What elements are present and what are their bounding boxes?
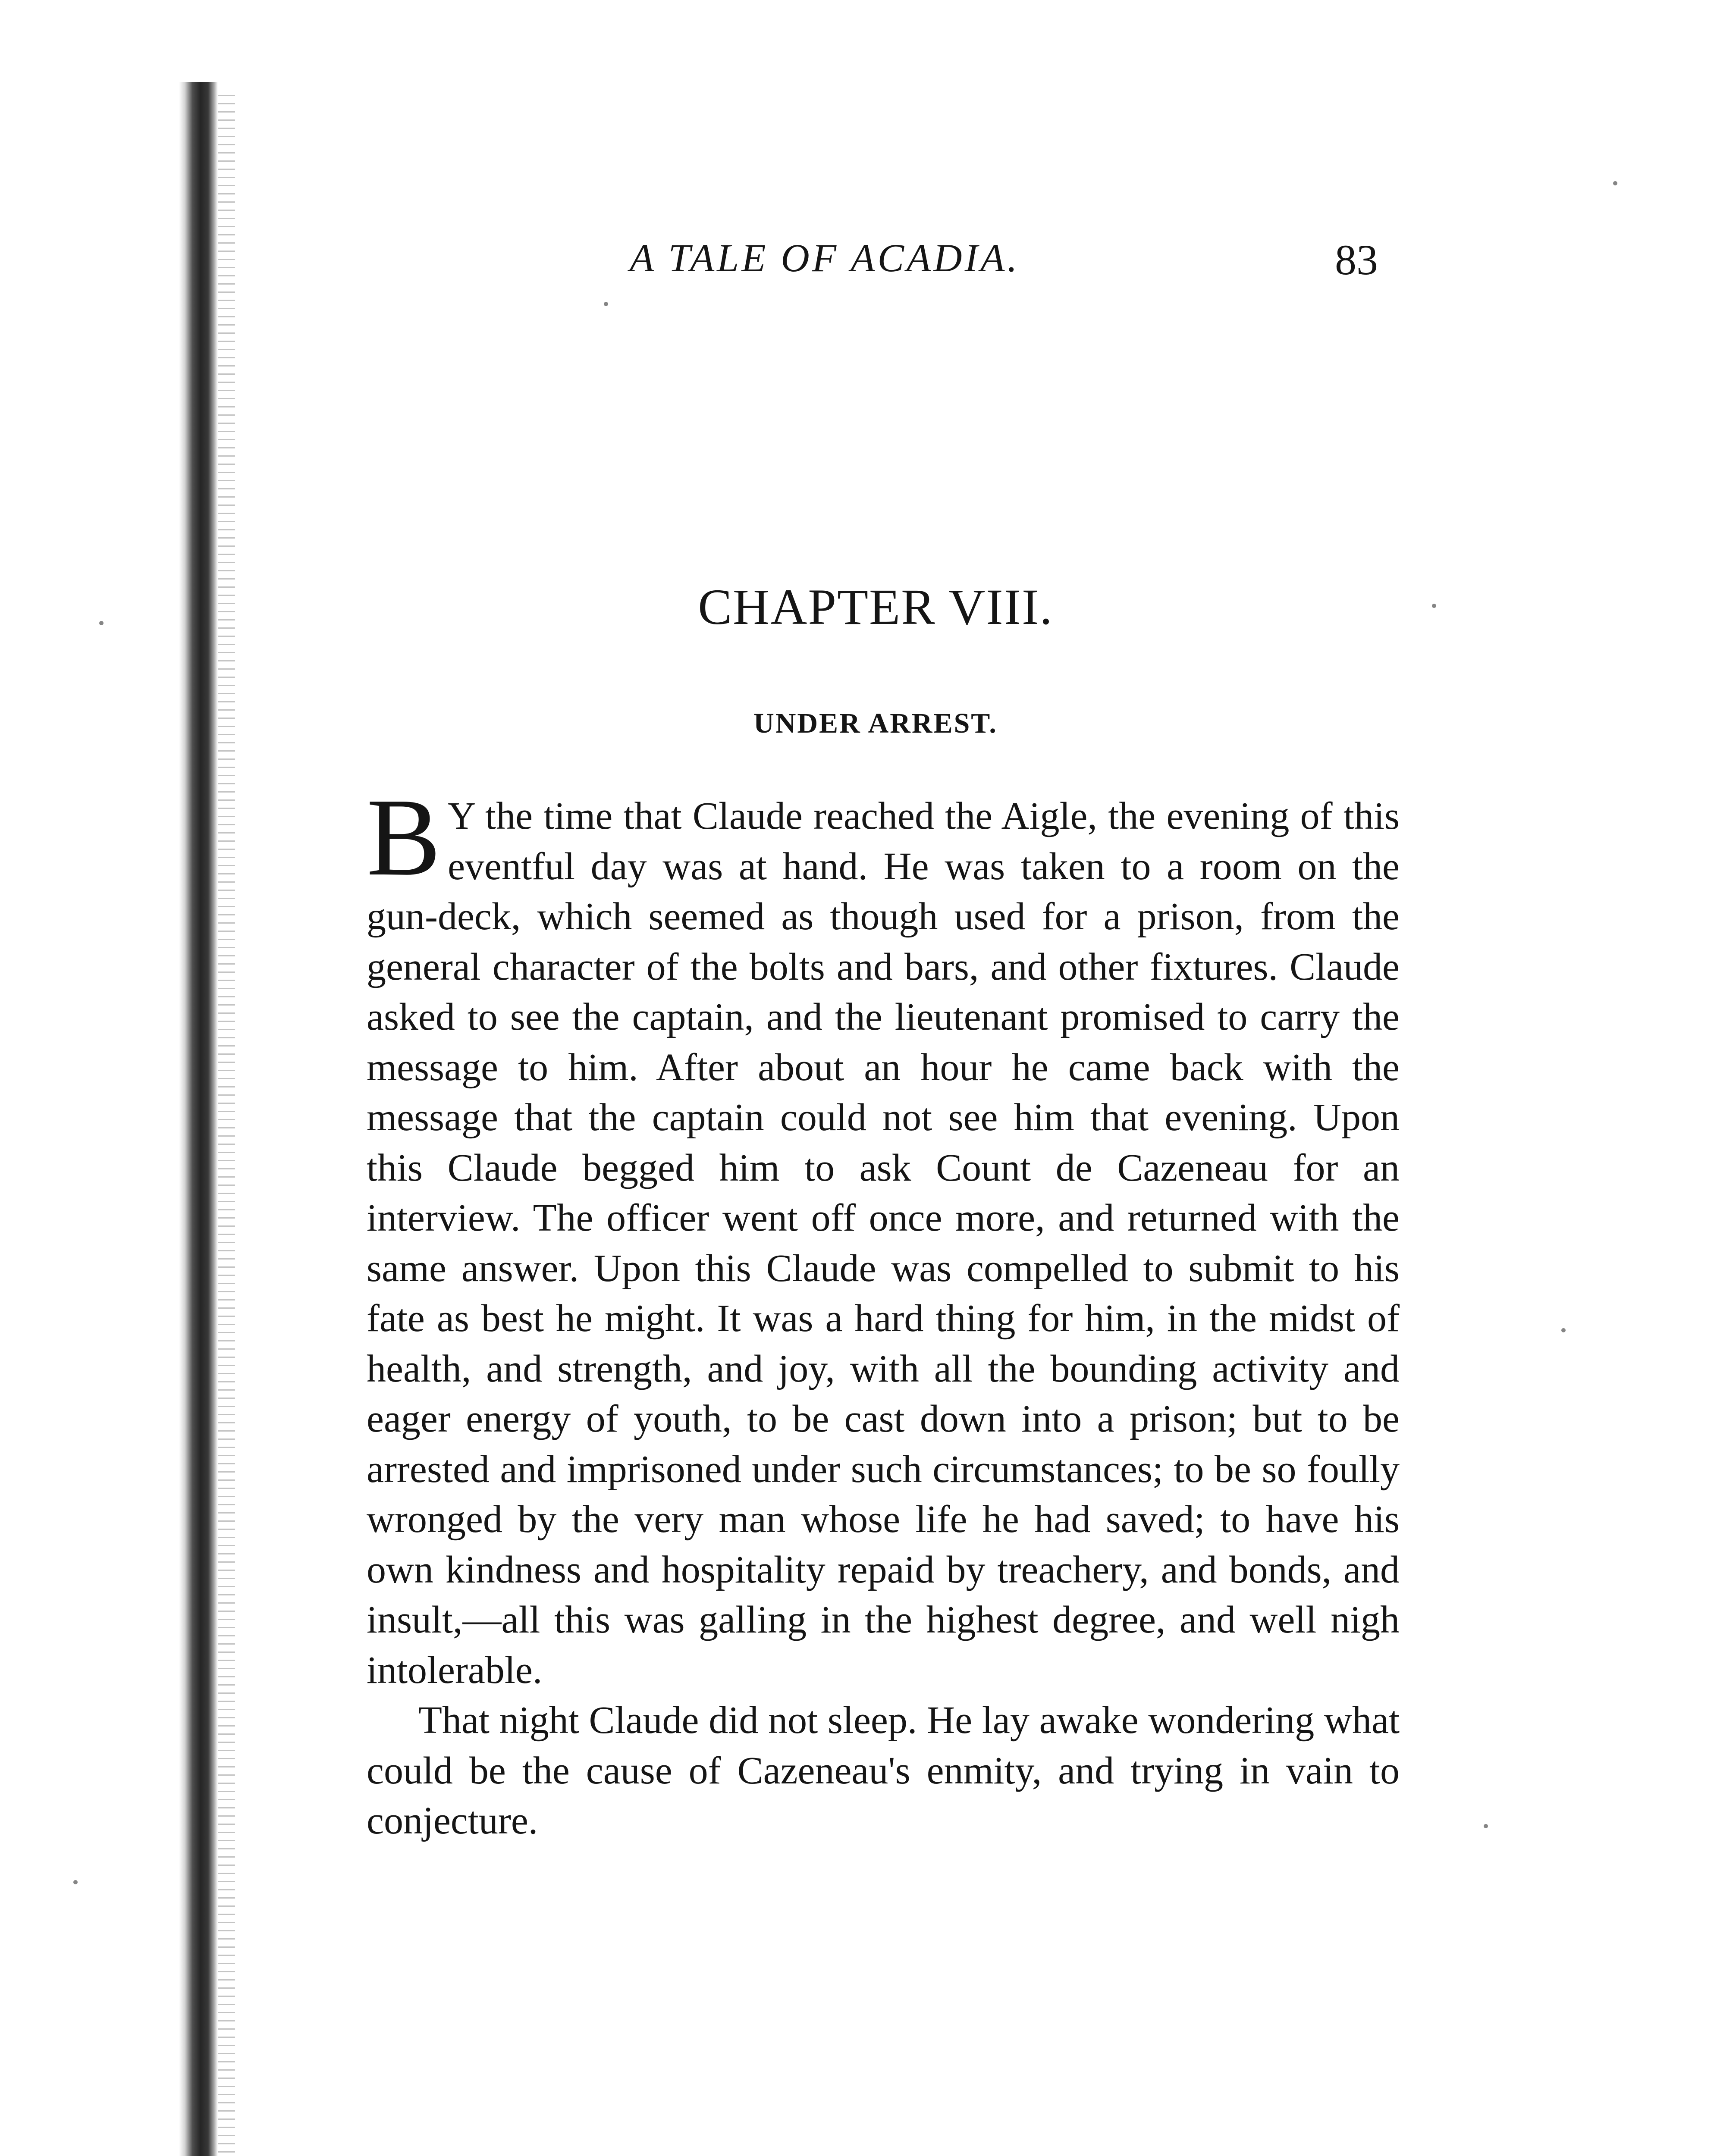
scan-speck [1484, 1824, 1488, 1828]
chapter-body [367, 775, 1400, 1846]
scan-speck [73, 1880, 78, 1884]
scan-speck [1432, 604, 1436, 608]
drop-cap: B [367, 775, 441, 899]
page-binding-edge [179, 82, 218, 2156]
page-binding-speckle [218, 95, 235, 2156]
scan-speck [604, 302, 608, 306]
paragraph-1-text: Y the time that Claude reached the Aigle, the evening of this eventful day was at hand. He was taken to a room on the gun-deck, which seemed as though used for a prison, from the general character of the bolts and bars, and other fixtures. Claude asked to see the captain, and the lieutenant promised to carry the message to him. After about an hour he came back with the message that the captain could not see him that evening. Upon this Claude begged him to ask Count de Cazeneau for an interview. The officer went off once more, and returned with the same answer. Upon this Claude was compelled to submit to his fate as best he might. It was a hard thing for him, in the midst of health, and strength, and joy, with all the bounding activity and eager energy of youth, to be cast down into a prison; but to be arrested and imprisoned under such circumstances; to be so foully wronged by the very man whose life he had saved; to have his own kindness and hospitality repaid by treachery, and bonds, and insult,—all this was galling in the highest degree, and well nigh intolerable. [367, 795, 1400, 1692]
paragraph-1 [367, 775, 1400, 1695]
scan-speck [1613, 181, 1617, 185]
scan-speck [1561, 1328, 1566, 1332]
paragraph-2: That night Claude did not sleep. He lay awake wondering what could be the cause of Cazeneau's enmity, and trying in vain to conjecture. [367, 1699, 1400, 1842]
running-head: A TALE OF ACADIA. [630, 236, 1020, 280]
chapter-subtitle: UNDER ARREST. [753, 708, 998, 739]
page-number: 83 [1335, 236, 1378, 284]
scan-speck [99, 621, 104, 625]
chapter-title: CHAPTER VIII. [698, 579, 1053, 635]
